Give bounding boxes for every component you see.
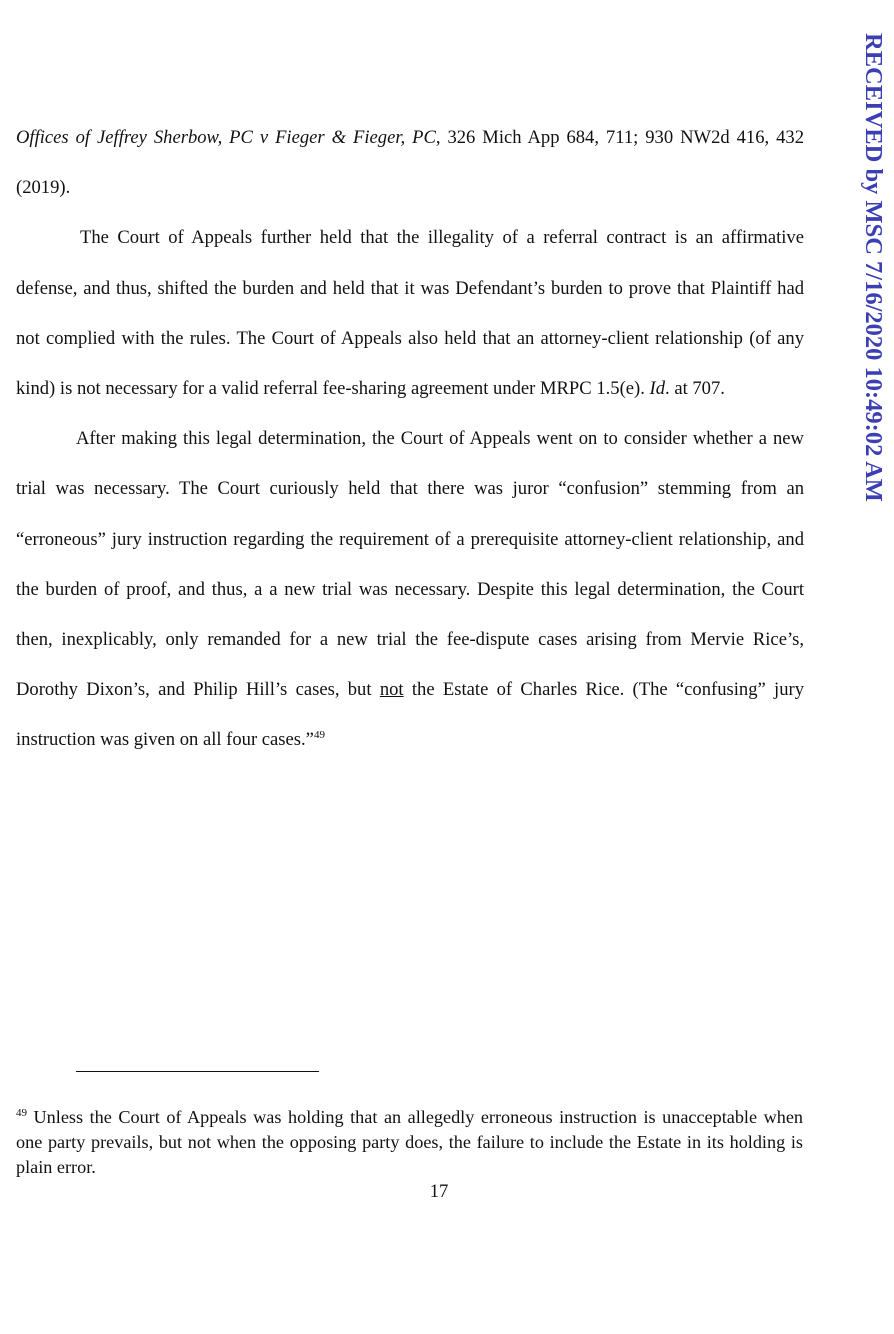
footnote-separator [76,1071,319,1072]
footnote-text: Unless the Court of Appeals was holding that an allegedly erroneous instruction is unacceptable when one party prevails, but not when the opposing party does, the failure to include the Estate in its holding is plain error. [16,1107,803,1177]
received-stamp: RECEIVED by MSC 7/16/2020 10:49:02 AM [860,33,887,502]
paragraph-text-end: . at 707. [665,378,725,400]
underlined-not: not [379,679,404,701]
body-text [16,113,804,766]
paragraph-court-holding [16,213,804,414]
footnote-reference: 49 [313,729,325,742]
paragraph-text-end: the Estate of Charles Rice. (The “confusing” jury instruction was given on all four cases.” [16,679,804,751]
case-citation: , 326 Mich App 684, 711; 930 NW2d 416, 432 (2019). [16,127,804,199]
paragraph-new-trial [16,414,804,765]
footnote-marker: 49 [16,1106,27,1119]
paragraph-text: The Court of Appeals further held that the illegality of a referral contract is an affirmative defense, and thus, shifted the burden and held that it was Defendant’s burden to prove that Plaintiff had not complied with the rules. The Court of Appeals also held that an attorney-client relationship (of any kind) is not necessary for a valid referral fee-sharing agreement under MRPC 1.5(e). [16,227,804,400]
page-number: 17 [429,1181,449,1202]
case-name: Offices of Jeffrey Sherbow, PC v Fieger & Fieger, PC [16,127,436,148]
footnote [16,1105,803,1180]
footnote-paragraph [16,1105,803,1180]
paragraph-text: After making this legal determination, the Court of Appeals went on to consider whether a new trial was necessary. The Court curiously held that there was juror “confusion” stemming from an “erroneous” jury instruction regarding the requirement of a prerequisite attorney-client relationship, and the burden of proof, and thus, a a new trial was necessary. Despite this legal determination, the Court then, inexplicably, only remanded for a new trial the fee-dispute cases arising from Mervie Rice’s, Dorothy Dixon’s, and Philip Hill’s cases, but [16,428,804,701]
paragraph-citation-continuation [16,113,804,213]
id-signal: Id [649,378,666,400]
